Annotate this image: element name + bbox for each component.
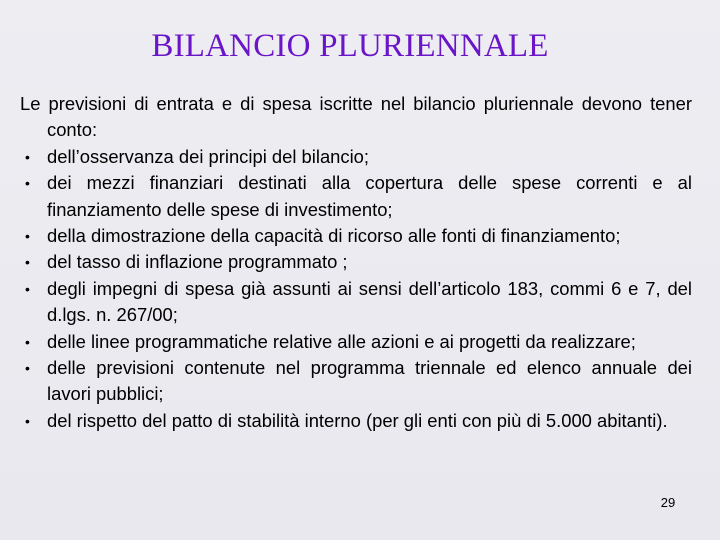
bullet-icon: • bbox=[25, 280, 30, 297]
bullet-list bbox=[20, 144, 692, 434]
intro-text: Le previsioni di entrata e di spesa iscritte nel bilancio pluriennale devono tener conto: bbox=[20, 93, 692, 141]
bullet-icon: • bbox=[25, 333, 30, 350]
bullet-text: del rispetto del patto di stabilità interno (per gli enti con più di 5.000 abitanti). bbox=[47, 409, 668, 431]
bullet-item bbox=[20, 329, 692, 355]
bullet-icon: • bbox=[25, 175, 30, 192]
bullet-icon: • bbox=[25, 228, 30, 245]
bullet-text: delle previsioni contenute nel programma triennale ed elenco annuale dei lavori pubblici; bbox=[47, 357, 692, 405]
bullet-item bbox=[20, 170, 692, 223]
bullet-text: della dimostrazione della capacità di ricorso alle fonti di finanziamento; bbox=[47, 225, 621, 247]
bullet-item bbox=[20, 223, 692, 249]
bullet-item bbox=[20, 144, 692, 170]
bullet-icon: • bbox=[25, 148, 30, 165]
bullet-text: dei mezzi finanziari destinati alla copertura delle spese correnti e al finanziamento delle spese di investimento; bbox=[47, 172, 692, 220]
bullet-item bbox=[20, 249, 692, 275]
slide-body bbox=[20, 91, 692, 434]
bullet-icon: • bbox=[25, 412, 30, 429]
page-number: 29 bbox=[660, 495, 676, 510]
bullet-icon: • bbox=[25, 254, 30, 271]
bullet-item bbox=[20, 355, 692, 408]
bullet-icon: • bbox=[25, 360, 30, 377]
bullet-text: delle linee programmatiche relative alle azioni e ai progetti da realizzare; bbox=[47, 330, 636, 352]
bullet-text: degli impegni di spesa già assunti ai sensi dell’articolo 183, commi 6 e 7, del d.lgs. n. 267/00; bbox=[47, 277, 692, 326]
bullet-item bbox=[20, 276, 692, 329]
bullet-text: dell’osservanza dei principi del bilancio; bbox=[47, 145, 370, 167]
bullet-item bbox=[20, 408, 692, 434]
bullet-text: del tasso di inflazione programmato ; bbox=[47, 251, 348, 273]
slide-title: BILANCIO PLURIENNALE bbox=[151, 28, 549, 64]
